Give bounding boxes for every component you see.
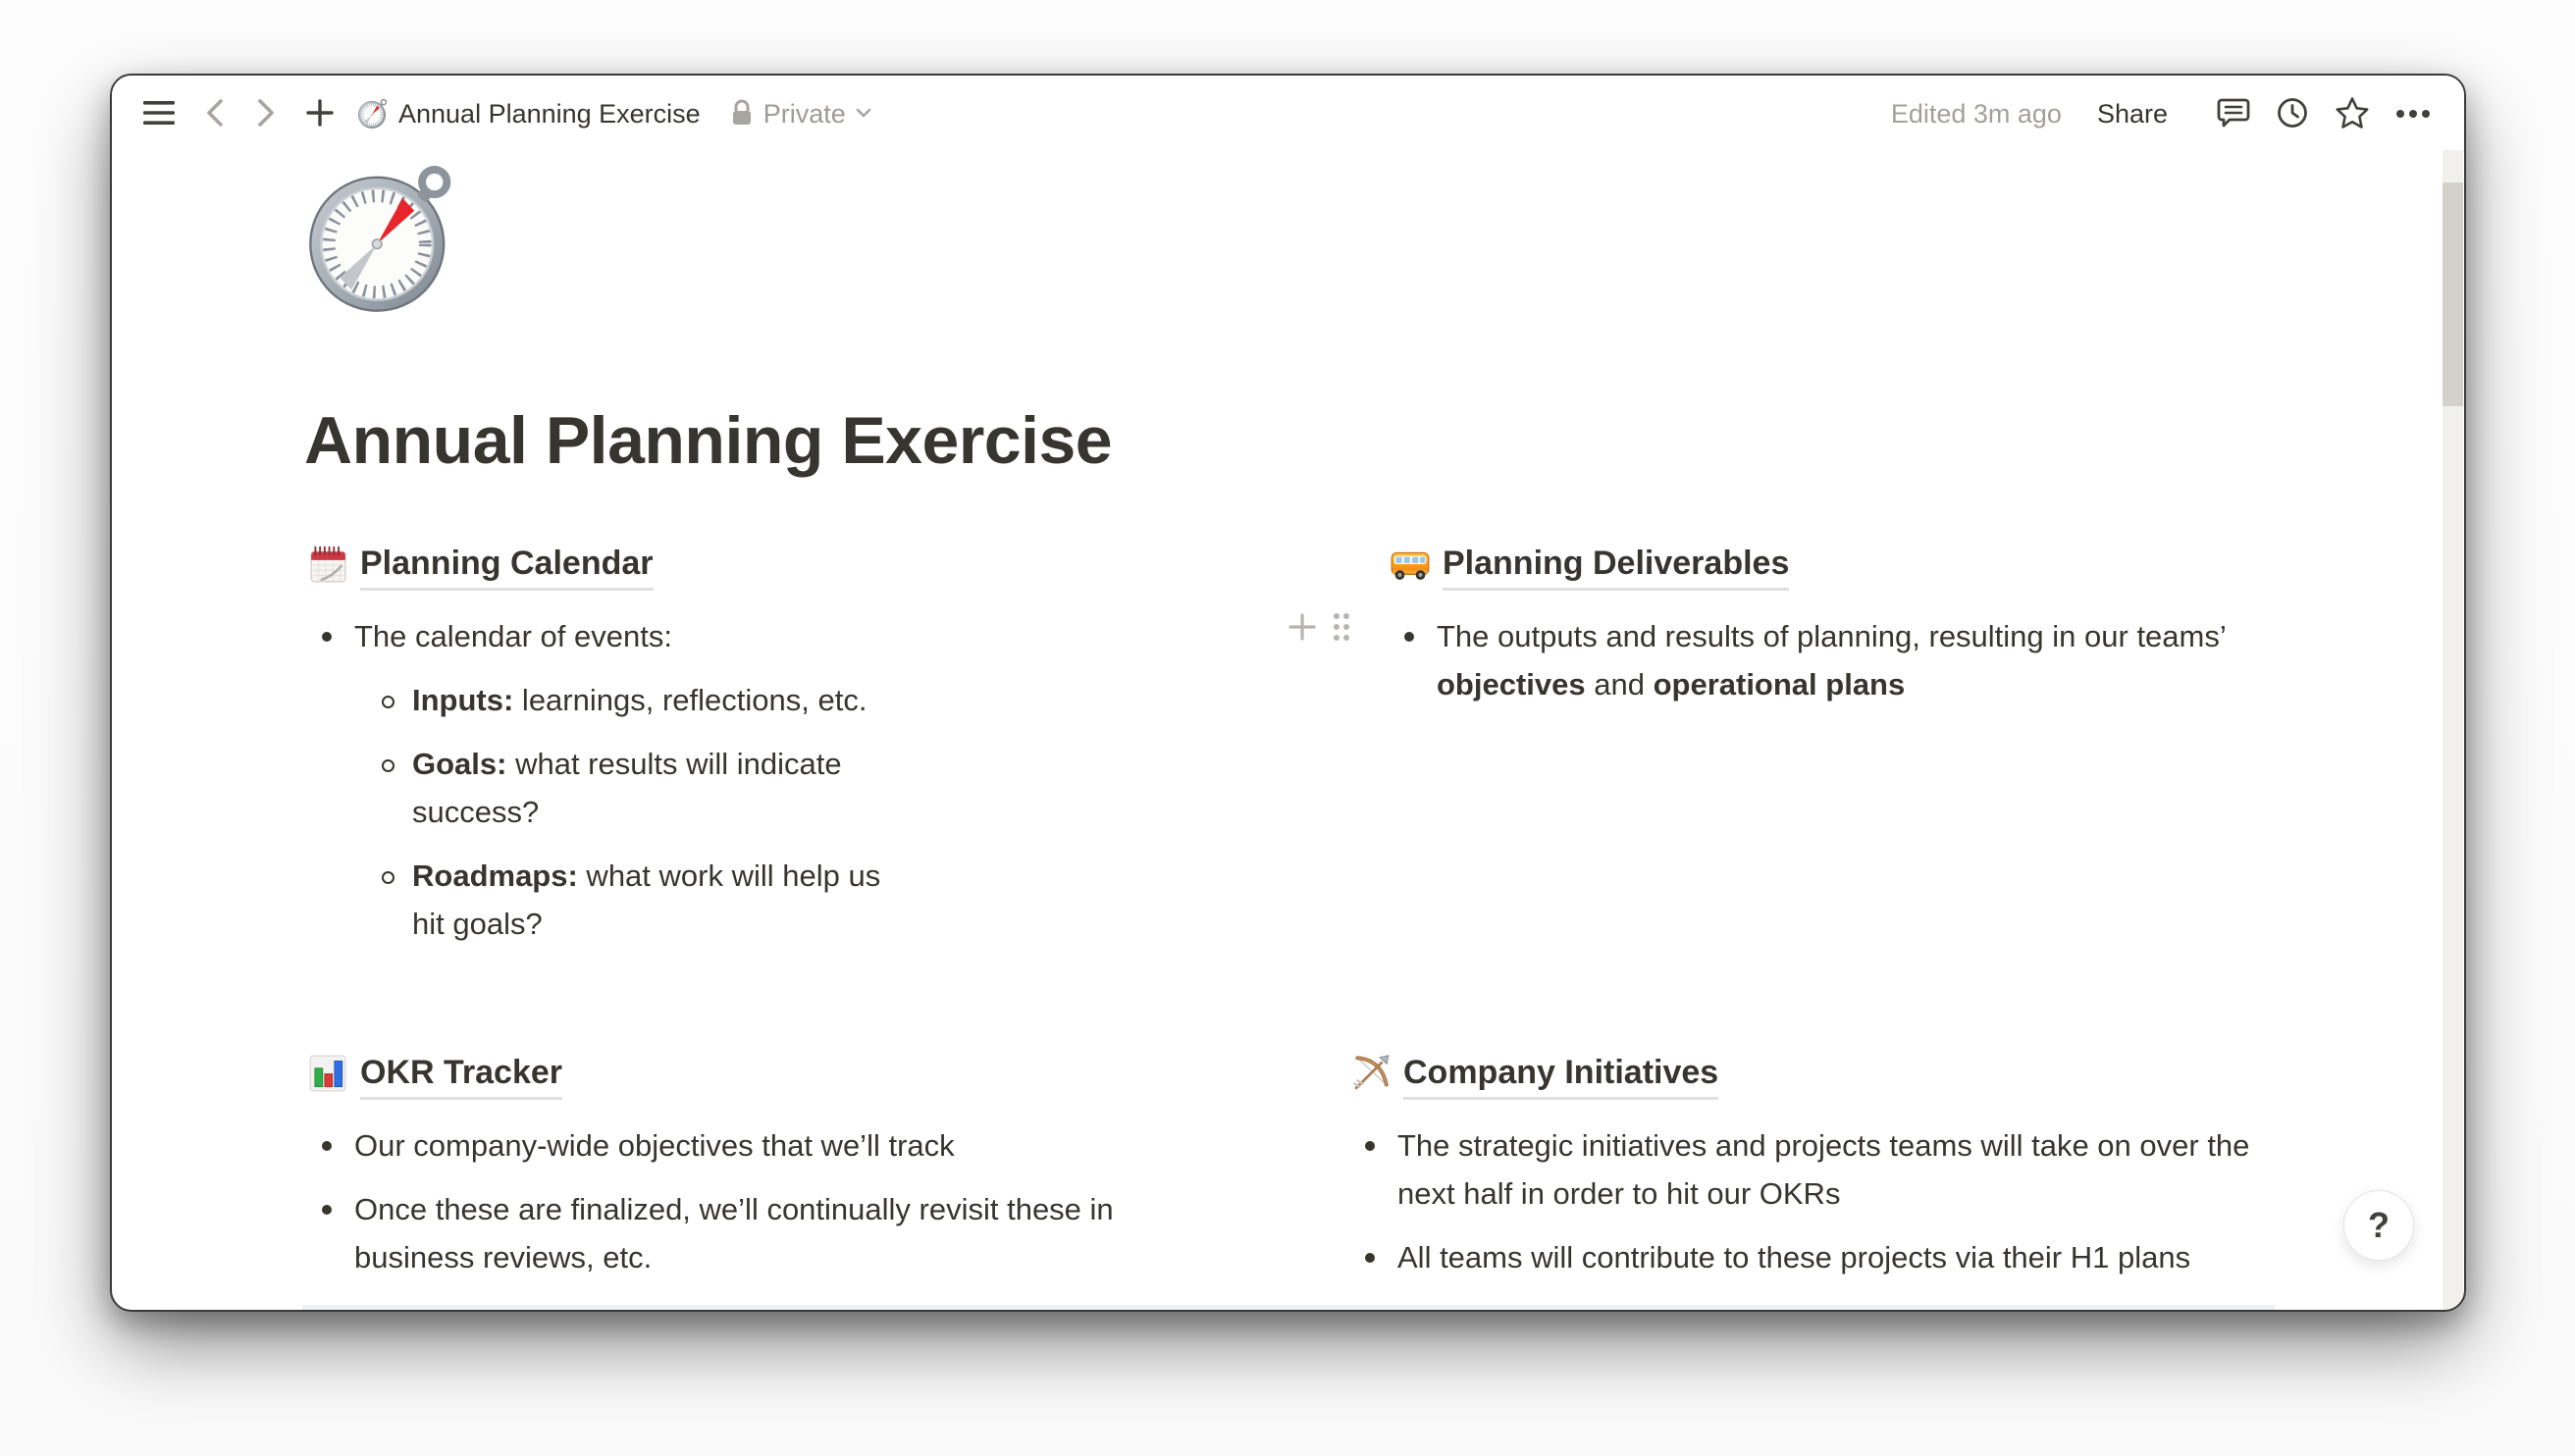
text-segment: and (1585, 667, 1654, 702)
page-link-planning-calendar[interactable]: Planning Calendar (360, 544, 654, 591)
block-hover-controls (1286, 609, 1364, 648)
page-content (112, 152, 2464, 1310)
bullet-list (1390, 612, 2253, 708)
lock-icon (730, 99, 754, 130)
text-segment: Goals: (412, 747, 507, 781)
ellipsis-icon (2395, 107, 2431, 122)
chevron-left-icon (204, 98, 226, 130)
plus-icon (1288, 612, 1317, 645)
text-segment: objectives (1437, 667, 1586, 702)
back-button[interactable] (198, 92, 232, 136)
scrollbar-thumb[interactable] (2443, 182, 2463, 406)
text-segment: Roadmaps: (412, 858, 578, 893)
more-options-button[interactable] (2390, 101, 2437, 128)
list-item[interactable] (307, 676, 896, 724)
bullet-list (307, 612, 896, 948)
section-planning-calendar (307, 544, 896, 963)
plus-icon (306, 99, 334, 130)
partial-block-below-fold (302, 1305, 2275, 1312)
bow-and-arrow-emoji (1350, 1053, 1392, 1094)
text-segment: Inputs: (412, 683, 514, 717)
text-segment: operational plans (1653, 667, 1906, 702)
bullet-list (307, 1121, 1190, 1281)
bullet-list (1350, 1121, 2283, 1281)
text-segment: Our company-wide objectives that we’ll track (354, 1128, 955, 1163)
text-segment: The calendar of events: (354, 619, 672, 653)
page-link-planning-deliverables[interactable]: Planning Deliverables (1443, 544, 1789, 591)
text-segment: what work will help us hit goals? (412, 858, 881, 941)
chevron-right-icon (255, 98, 277, 130)
comments-button[interactable] (2211, 90, 2256, 138)
text-segment: The strategic initiatives and projects teams will take on over the next half in order to hit our OKRs (1397, 1128, 2250, 1211)
list-item[interactable] (307, 1121, 1190, 1170)
add-block-button[interactable] (1286, 610, 1319, 647)
edited-timestamp: Edited 3m ago (1890, 98, 2062, 129)
toolbar (112, 76, 2464, 152)
notion-window (110, 74, 2466, 1312)
scrollbar-track (2443, 150, 2463, 1310)
bar-chart-emoji (307, 1053, 348, 1094)
list-item[interactable] (1390, 612, 2253, 708)
privacy-dropdown[interactable] (724, 93, 877, 135)
text-segment: Once these are finalized, we’ll continually revisit these in business reviews, etc. (354, 1192, 1114, 1274)
text-segment: learnings, reflections, etc. (513, 683, 867, 717)
text-segment: The outputs and results of planning, resulting in our teams’ (1437, 619, 2226, 653)
section-okr-tracker (307, 1053, 1190, 1297)
share-button[interactable]: Share (2096, 98, 2168, 129)
breadcrumb-page-title[interactable]: Annual Planning Exercise (398, 98, 701, 129)
list-item[interactable] (1350, 1233, 2283, 1281)
new-page-button[interactable] (300, 93, 340, 135)
privacy-label: Private (762, 98, 846, 129)
list-item[interactable] (307, 1185, 1190, 1281)
favorite-button[interactable] (2329, 90, 2376, 138)
page-link-company-initiatives[interactable]: Company Initiatives (1403, 1053, 1718, 1100)
drag-handle[interactable] (1329, 609, 1354, 648)
section-company-initiatives (1350, 1053, 2283, 1297)
sidebar-menu-button[interactable] (137, 94, 181, 134)
clock-icon (2276, 96, 2309, 132)
list-item[interactable] (307, 852, 896, 948)
page-breadcrumb-icon (357, 98, 389, 130)
list-item[interactable] (1350, 1121, 2283, 1218)
section-planning-deliverables (1390, 544, 2253, 724)
drag-handle-icon (1331, 611, 1352, 646)
comment-icon (2217, 96, 2250, 132)
text-segment: All teams will contribute to these projects via their H1 plans (1397, 1240, 2191, 1274)
school-bus-emoji (1390, 544, 1431, 585)
help-button[interactable]: ? (2343, 1190, 2414, 1261)
list-item[interactable] (307, 740, 896, 836)
star-icon (2335, 96, 2370, 132)
page-icon-compass[interactable] (304, 162, 459, 317)
forward-button[interactable] (249, 92, 283, 136)
updates-button[interactable] (2270, 90, 2315, 138)
hamburger-icon (143, 100, 175, 129)
page-title[interactable]: Annual Planning Exercise (304, 403, 1113, 478)
chevron-down-icon (856, 107, 871, 122)
page-link-okr-tracker[interactable]: OKR Tracker (360, 1053, 562, 1100)
spiral-calendar-emoji (307, 544, 348, 585)
text-segment: what results will indicate success? (412, 747, 842, 829)
list-item[interactable] (307, 612, 896, 660)
